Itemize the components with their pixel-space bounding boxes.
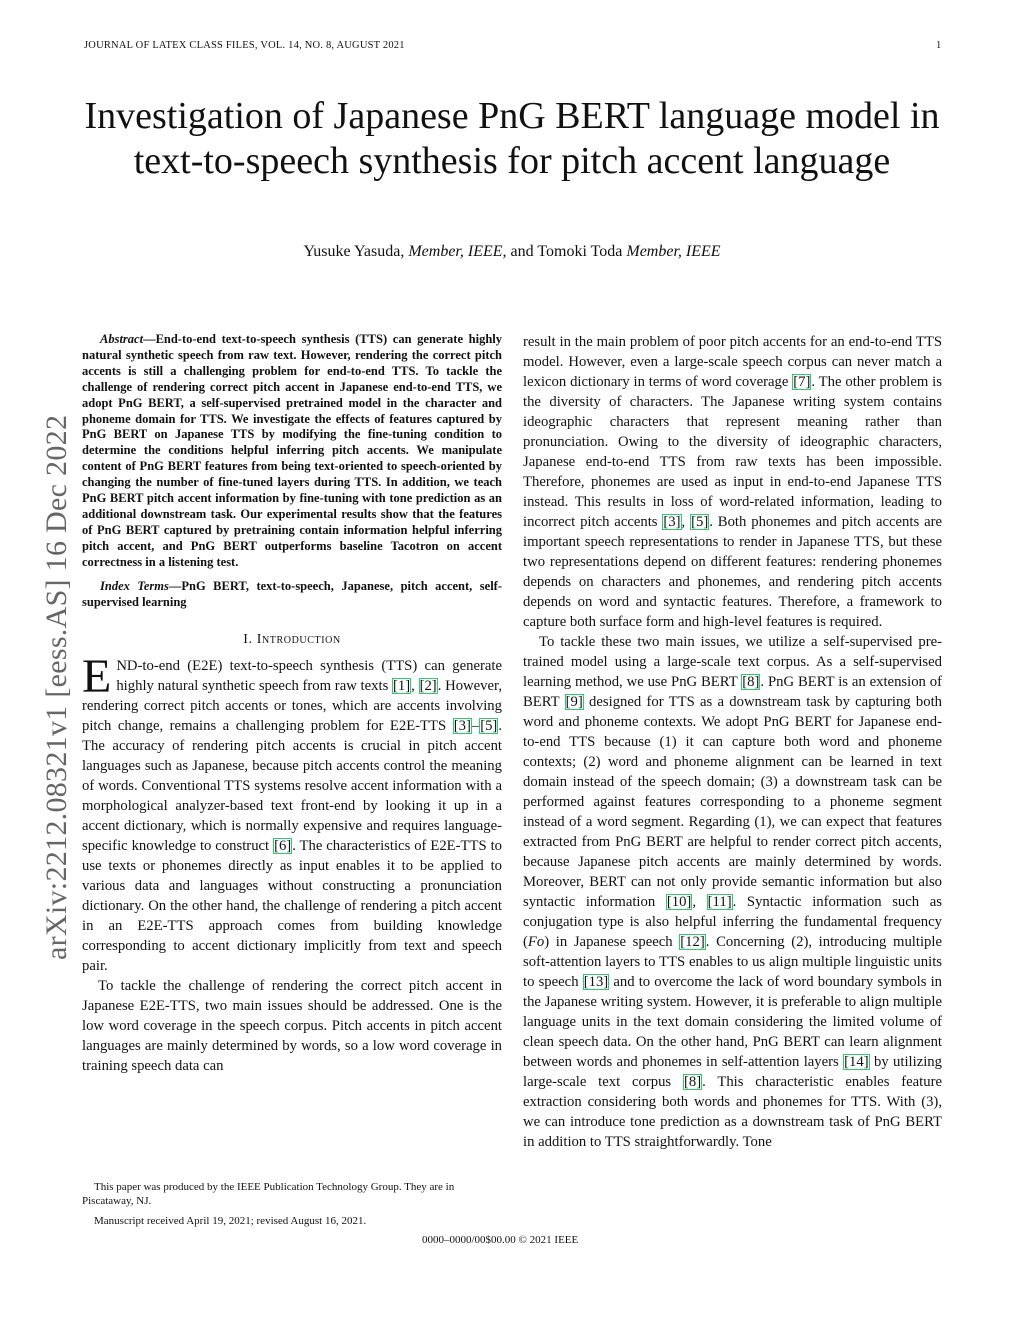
section-number: I. xyxy=(243,632,253,648)
citation-link[interactable]: [12] xyxy=(680,934,705,950)
text-run: ND-to-end (E2E) text-to-speech synthesis (TTS) can generate highly natural synthetic speech from raw texts xyxy=(116,658,502,695)
citation-link[interactable]: [1] xyxy=(393,678,411,695)
citation-link[interactable]: [6] xyxy=(274,838,292,855)
footnotes xyxy=(82,1180,502,1228)
citation-link[interactable]: [13] xyxy=(583,974,609,990)
text-run: result in the main problem of poor pitch accents for an end-to-end TTS model. However, even a large-scale speech corpus can never match a lexicon dictionary in terms of word coverage xyxy=(523,334,942,390)
text-run: by utilizing large-scale text corpus xyxy=(523,1054,942,1090)
text-run: To tackle these two main issues, we utilize a self-supervised pre-trained model using a large-scale text corpus. As a self-supervised learning method, we use PnG BERT xyxy=(523,634,942,690)
author-name: Tomoki Toda xyxy=(537,243,623,260)
text-run: – xyxy=(471,718,480,735)
text-run: , xyxy=(692,894,707,910)
arxiv-identifier: arXiv:2212.08321v1 [eess.AS] 16 Dec 2022 xyxy=(40,414,73,960)
intro-paragraph-2: To tackle the challenge of rendering the correct pitch accent in Japanese E2E-TTS, two main issues should be addressed. One is the low word coverage in the speech corpus. Pitch accents in pitch accent languages are mainly determined by words, so a low word coverage in training speech data can xyxy=(82,978,502,1075)
abstract-label: Abstract xyxy=(100,332,144,346)
citation-link[interactable]: [9] xyxy=(565,694,583,710)
section-title: Introduction xyxy=(256,632,341,648)
text-run: . This characteristic enables feature extraction considering both words and phonemes for TTS. With (3), we can introduce tone prediction as a downstream task of PnG BERT in addition to TTS straightforwardly. Tone xyxy=(523,1074,943,1150)
text-run: . The characteristics of E2E-TTS to use texts or phonemes directly as input enables it to be applied to various data and languages without constructing a pronunciation dictionary. On the other hand, the challenge of rendering a pitch accent in an E2E-TTS approach comes from building knowledge corresponding to accent dictionary implicitly from text and speech pair. xyxy=(82,838,502,975)
right-paragraph-1 xyxy=(523,332,942,632)
index-terms-text: —PnG BERT, text-to-speech, Japanese, pitch accent, self-supervised learning xyxy=(82,578,502,609)
author-line xyxy=(70,243,954,261)
citation-link[interactable]: [5] xyxy=(691,514,709,530)
abstract-text: —End-to-end text-to-speech synthesis (TTS) can generate highly natural synthetic speech from raw text. However, rendering the correct pitch accents is still a challenging problem for end-to-end TTS. To tackle the challenge of rendering correct pitch accent in Japanese end-to-end TTS, we adopt PnG BERT, a self-supervised pretrained model in the character and phoneme domain for TTS. We investigate the effects of features captured by PnG BERT on Japanese TTS by modifying the fine-tuning condition to determine the conditions helpful inferring pitch accents. We manipulate content of PnG BERT features from being text-oriented to speech-oriented by changing the number of fine-tuned layers during TTS. In addition, we teach PnG BERT pitch accent information by fine-tuning with tone prediction as an additional downstream task. Our experimental results show that the features of PnG BERT captured by pretraining contain information helpful inferring pitch accent, and PnG BERT outperforms baseline Tacotron on accent correctness in a listening test. xyxy=(82,332,502,569)
citation-link[interactable]: [3] xyxy=(453,718,471,735)
left-column xyxy=(82,332,502,1076)
paper-title: Investigation of Japanese PnG BERT language model in text-to-speech synthesis for pitch accent language xyxy=(84,95,940,182)
citation-link[interactable]: [3] xyxy=(663,514,681,530)
right-column xyxy=(523,332,942,1152)
text-run: . Both phonemes and pitch accents are important speech representations to render in Japanese TTS, but these two representations depend on different features: rendering phonemes depends on characters and phonemes, and rendering pitch accents depends on word and syntactic features. Therefore, a framework to capture both surface form and high-level features is required. xyxy=(523,514,942,630)
index-terms xyxy=(82,579,502,611)
citation-link[interactable]: [7] xyxy=(793,374,811,390)
text-run: and to overcome the lack of word boundary symbols in the Japanese writing system. However, it is preferable to align multiple language units in the text domain considering the limited volume of clean speech data. On the other hand, PnG BERT can learn alignment between words and phonemes in self-attention layers xyxy=(523,974,942,1070)
citation-link[interactable]: [8] xyxy=(683,1074,702,1090)
intro-paragraph-1 xyxy=(82,650,503,976)
text-run: , xyxy=(681,514,691,530)
author-role: Member, IEEE, xyxy=(408,243,507,260)
text-run: . The accuracy of rendering pitch accents is crucial in pitch accent languages such as Japanese, because pitch accents control the meaning of words. Conventional TTS systems resolve accent information with a morphological analyzer-based text front-end by looking it up in a accent dictionary, which is normally expensive and requires language-specific knowledge to construct xyxy=(82,718,502,855)
author-role: Member, IEEE xyxy=(626,243,721,260)
right-paragraph-2 xyxy=(523,632,942,1152)
citation-link[interactable]: [2] xyxy=(419,678,437,695)
author-name: Yusuke Yasuda, xyxy=(303,243,405,260)
math-symbol: Fo xyxy=(527,934,545,950)
footnote: Manuscript received April 19, 2021; revised August 16, 2021. xyxy=(94,1215,367,1227)
journal-header: JOURNAL OF LATEX CLASS FILES, VOL. 14, NO. 8, AUGUST 2021 xyxy=(84,40,405,51)
index-terms-label: Index Terms xyxy=(100,578,169,593)
text-run: . Syntactic information such as conjugation type is also helpful inferring the fundamental frequency ( xyxy=(523,894,943,950)
citation-link[interactable]: [8] xyxy=(742,674,760,690)
page-number: 1 xyxy=(936,40,942,51)
text-run: designed for TTS as a downstream task by capturing both word and phoneme contexts. We adopt PnG BERT for Japanese end-to-end TTS because (1) it can capture both word and phoneme contexts; (2) word and phoneme alignment can be learned in text domain instead of the speech domain; (3) a downstream task can be performed against features corresponding to a phoneme segment instead of a word segment. Regarding (1), we can expect that features extracted from PnG BERT are helpful to render correct pitch accents, because Japanese pitch accents are mainly determined by words. Moreover, BERT can not only provide semantic information but also syntactic information xyxy=(523,694,943,910)
abstract xyxy=(82,332,502,571)
author-conjunction: and xyxy=(510,243,534,260)
drop-cap: E xyxy=(82,650,112,704)
citation-link[interactable]: [14] xyxy=(844,1054,869,1070)
copyright-code: 0000–0000/00$00.00 © 2021 IEEE xyxy=(422,1234,579,1246)
footnote: This paper was produced by the IEEE Publication Technology Group. They are in Piscataway, NJ. xyxy=(82,1181,455,1207)
text-run: . However, rendering correct pitch accents or tones, which are accents involving pitch change, remains a challenging problem for E2E-TTS xyxy=(82,678,503,735)
text-run: . PnG BERT is an extension of BERT xyxy=(523,674,942,710)
text-run: . The other problem is the diversity of characters. The Japanese writing system contains ideographic characters that represent meaning rather than pronunciation. Owing to the diversity of ideographic characters, Japanese end-to-end TTS from raw texts has been impossible. Therefore, phonemes are used as input in end-to-end Japanese TTS instead. This results in loss of word-related information, leading to incorrect pitch accents xyxy=(523,374,942,530)
text-run: ) in Japanese speech xyxy=(544,934,680,950)
citation-link[interactable]: [5] xyxy=(480,718,498,735)
citation-link[interactable]: [11] xyxy=(707,894,732,910)
section-heading xyxy=(82,632,502,648)
text-run: , xyxy=(411,678,419,695)
citation-link[interactable]: [10] xyxy=(666,894,692,910)
text-run: . Concerning (2), introducing multiple soft-attention layers to TTS enables to us align multiple linguistic units to speech xyxy=(523,934,942,990)
